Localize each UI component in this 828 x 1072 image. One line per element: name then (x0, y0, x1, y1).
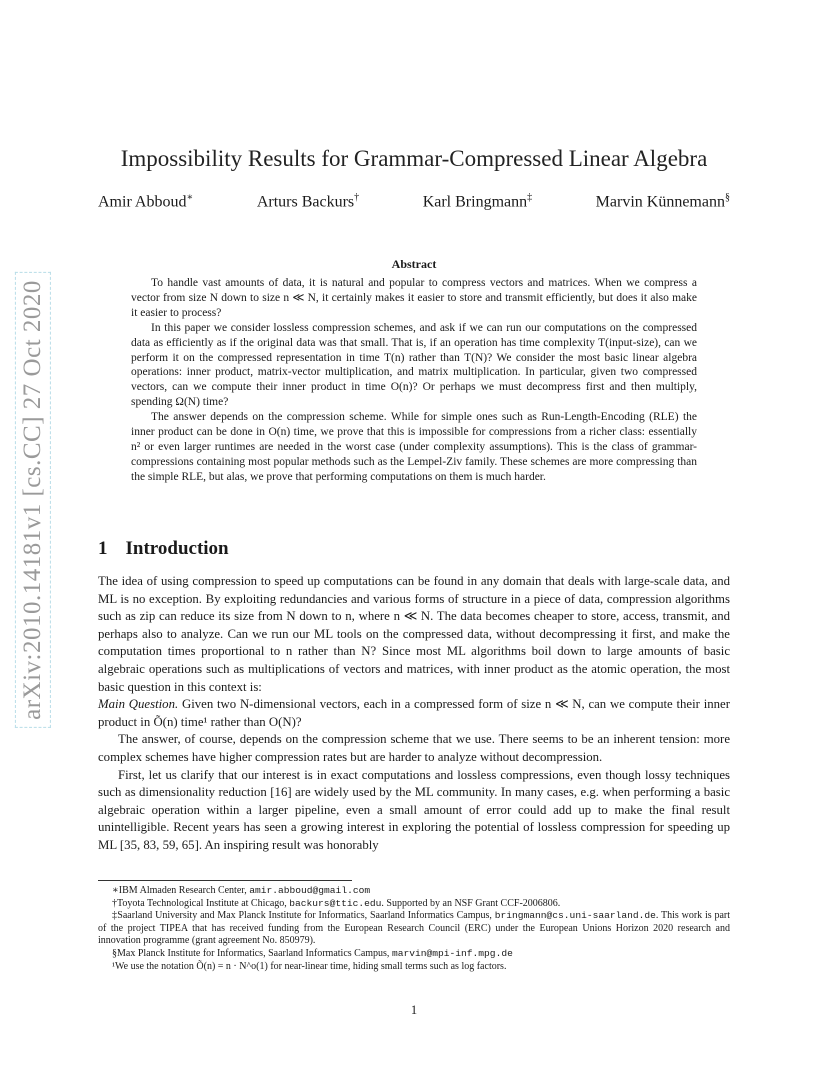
email-link[interactable]: amir.abboud@gmail.com (249, 885, 371, 896)
footnote-rule (98, 880, 352, 881)
author: Marvin Künnemann§ (595, 192, 730, 211)
abstract-heading: Abstract (391, 257, 437, 271)
footnote: ‡Saarland University and Max Planck Institute for Informatics, Saarland Informatics Campus, bringmann@cs.uni-saarland.de. This work is part of the project TIPEA that has received funding from the European Research Council (ERC) under the European Unions Horizon 2020 research and innovation programme (grant agreement No. 850979). (98, 910, 730, 947)
body-text (98, 573, 730, 855)
author: Arturs Backurs† (256, 192, 360, 211)
email-link[interactable]: bringmann@cs.uni-saarland.de (494, 910, 656, 922)
footnote: §Max Planck Institute for Informatics, Saarland Informatics Campus, marvin@mpi-inf.mpg.de (112, 947, 513, 959)
author-list (98, 192, 730, 211)
arxiv-identifier (18, 262, 48, 738)
section-heading (98, 538, 229, 560)
page-number: 1 (410, 1003, 418, 1017)
body-paragraph: First, let us clarify that our interest is in exact computations and lossless compressions, even though lossy techniques such as dimensionality reduction [16] are widely used by the ML community. In many cases, e.g. when performing a basic algebraic operation within a larger pipeline, even a small amount of error could add up to make the final result unintelligible. Recent years has seen a growing interest in exploring the potential of lossless compression for speeding up ML [35, 83, 59, 65]. An inspiring result was honorably (98, 767, 730, 852)
main-question-label: Main Question. (98, 697, 179, 712)
abstract (131, 276, 697, 485)
footnote: †Toyota Technological Institute at Chicago, backurs@ttic.edu. Supported by an NSF Grant CCF-2006806. (112, 897, 561, 909)
abstract-paragraph: In this paper we consider lossless compression schemes, and ask if we can run our computations on the compressed data as efficiently as if the original data was that small. That is, if an operation has time complexity T(input-size), can we perform it on the compressed representation in time T(n) rather than T(N)? We consider the most basic linear algebra operations: inner product, matrix-vector multiplication, and matrix multiplication. In particular, given two compressed vectors, can we compute their inner product in time O(n)? Or perhaps we must decompress first and then multiply, spending Ω(N) time? (131, 321, 697, 409)
main-question (98, 696, 730, 731)
email-link[interactable]: marvin@mpi-inf.mpg.de (391, 947, 513, 959)
footnote: ∗IBM Almaden Research Center, amir.abboud@gmail.com (112, 885, 371, 896)
body-paragraph: The idea of using compression to speed up computations can be found in any domain that deals with large-scale data, and ML is no exception. By exploiting redundancies and various forms of structure in a piece of data, compression algorithms such as zip can reduce its size from N down to n, where n ≪ N. The data becomes cheaper to store, access, transmit, and perhaps also to analyze. Can we run our ML tools on the compressed data, without decompressing it first, and make the computation times proportional to n rather than N? Since most ML algorithms boil down to large amounts of basic algebraic operations such as multiplications of vectors and matrices, with inner product as the atomic operation, the most basic question in this context is: (98, 574, 730, 694)
arxiv-identifier-text: arXiv:2010.14181v1 [cs.CC] 27 Oct 2020 (19, 276, 47, 724)
email-link[interactable]: backurs@ttic.edu (289, 897, 382, 909)
footnote: ¹We use the notation Õ(n) = n · N^o(1) for near-linear time, hiding small terms such as log factors. (112, 960, 507, 972)
footnotes (98, 885, 730, 973)
section-title: Introduction (125, 538, 229, 559)
body-paragraph: The answer, of course, depends on the compression scheme that we use. There seems to be an inherent tension: more complex schemes have higher compression rates but are harder to analyze without decompression. (98, 732, 730, 764)
author: Amir Abboud∗ (98, 192, 194, 211)
paper-title: Impossibility Results for Grammar-Compressed Linear Algebra (120, 146, 708, 171)
author: Karl Bringmann‡ (422, 192, 533, 211)
abstract-paragraph: To handle vast amounts of data, it is natural and popular to compress vectors and matrices. When we compress a vector from size N down to size n ≪ N, it certainly makes it easier to store and transmit efficiently, but does it also make it easier to process? (131, 277, 697, 319)
main-question-text: Given two N-dimensional vectors, each in a compressed form of size n ≪ N, can we compute their inner product in Õ(n) time¹ rather than O(N)? (98, 697, 730, 729)
abstract-paragraph: The answer depends on the compression scheme. While for simple ones such as Run-Length-Encoding (RLE) the inner product can be done in O(n) time, we prove that this is impossible for compressions from a richer class: essentially n² or even larger runtimes are needed in the worst case (under complexity assumptions). This is the class of grammar-compressions containing most popular methods such as the Lempel-Ziv family. These schemes are more compressing than the simple RLE, but alas, we prove that performing computations on them is much harder. (131, 411, 697, 483)
section-number: 1 (98, 538, 108, 559)
